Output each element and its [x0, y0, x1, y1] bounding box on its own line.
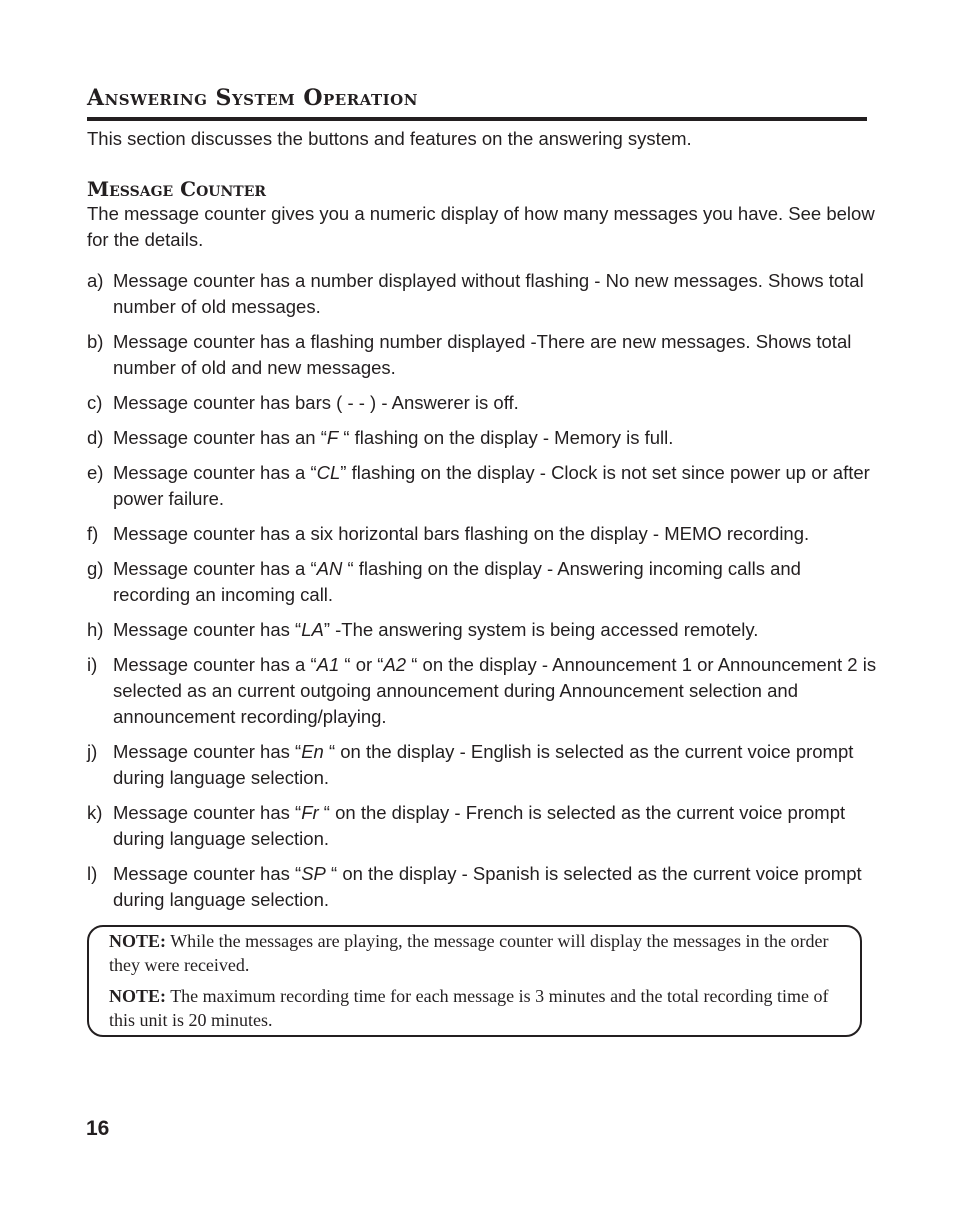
display-code: F	[326, 427, 339, 448]
list-item	[87, 268, 877, 320]
display-code: A1	[316, 654, 340, 675]
list-marker: c)	[87, 392, 103, 413]
display-code: LA	[301, 619, 324, 640]
list-item-text: Message counter has “SP “ on the display - Spanish is selected as the current voice prompt during language selection.	[113, 863, 862, 910]
list-item	[87, 329, 877, 381]
list-item	[87, 390, 877, 416]
list-item	[87, 460, 877, 512]
display-code: SP	[301, 863, 326, 884]
list-marker: d)	[87, 427, 104, 448]
list-item	[87, 652, 877, 730]
display-code: A2	[383, 654, 407, 675]
list-item-text: Message counter has a “CL” flashing on the display - Clock is not set since power up or after power failure.	[113, 462, 870, 509]
list-item	[87, 617, 877, 643]
section-description: The message counter gives you a numeric display of how many messages you have. See below for the details.	[87, 203, 875, 250]
intro-text: This section discusses the buttons and features on the answering system.	[87, 128, 692, 149]
list-marker: f)	[87, 523, 99, 544]
display-code: CL	[316, 462, 341, 483]
list-item	[87, 521, 877, 547]
list-item	[87, 800, 877, 852]
note-label: NOTE:	[109, 931, 167, 951]
note-text: The maximum recording time for each message is 3 minutes and the total recording time of this unit is 20 minutes.	[109, 986, 829, 1030]
note	[109, 984, 846, 1032]
note	[109, 929, 846, 977]
page-number: 16	[86, 1117, 110, 1140]
list-item-text: Message counter has “Fr “ on the display - French is selected as the current voice prompt during language selection.	[113, 802, 846, 849]
list-marker: l)	[87, 863, 98, 884]
note-text: While the messages are playing, the message counter will display the messages in the order they were received.	[109, 931, 829, 975]
section-title: Message Counter	[87, 177, 267, 201]
list-marker: i)	[87, 654, 98, 675]
display-code: Fr	[301, 802, 319, 823]
list-item-text: Message counter has a flashing number displayed -There are new messages. Shows total number of old and new messages.	[113, 331, 852, 378]
page-title: Answering System Operation	[87, 85, 418, 111]
list-marker: g)	[87, 558, 104, 579]
list-item	[87, 739, 877, 791]
note-label: NOTE:	[109, 986, 167, 1006]
list-item	[87, 861, 877, 913]
display-code: En	[301, 741, 324, 762]
message-counter-list	[87, 268, 877, 922]
list-marker: k)	[87, 802, 103, 823]
title-rule	[87, 117, 867, 121]
list-item	[87, 556, 877, 608]
list-item	[87, 425, 877, 451]
list-item-text: Message counter has “En “ on the display - English is selected as the current voice prompt during language selection.	[113, 741, 854, 788]
display-code: AN	[316, 558, 343, 579]
list-item-text: Message counter has a six horizontal bars flashing on the display - MEMO recording.	[113, 523, 810, 544]
list-item-text: Message counter has a “A1 “ or “A2 “ on the display - Announcement 1 or Announcement 2 is selected as an current outgoing announcement during Announcement selection and announcement recording/playing.	[113, 654, 877, 727]
list-marker: a)	[87, 270, 104, 291]
list-item-text: Message counter has a “AN “ flashing on the display - Answering incoming calls and recording an incoming call.	[113, 558, 801, 605]
list-item-text: Message counter has bars ( - - ) - Answerer is off.	[113, 392, 519, 413]
list-item-text: Message counter has an “F “ flashing on the display - Memory is full.	[113, 427, 674, 448]
list-item-text: Message counter has a number displayed without flashing - No new messages. Shows total number of old messages.	[113, 270, 864, 317]
list-item-text: Message counter has “LA” -The answering system is being accessed remotely.	[113, 619, 759, 640]
list-marker: e)	[87, 462, 104, 483]
note-box	[87, 925, 862, 1037]
list-marker: b)	[87, 331, 104, 352]
list-marker: j)	[87, 741, 98, 762]
list-marker: h)	[87, 619, 104, 640]
